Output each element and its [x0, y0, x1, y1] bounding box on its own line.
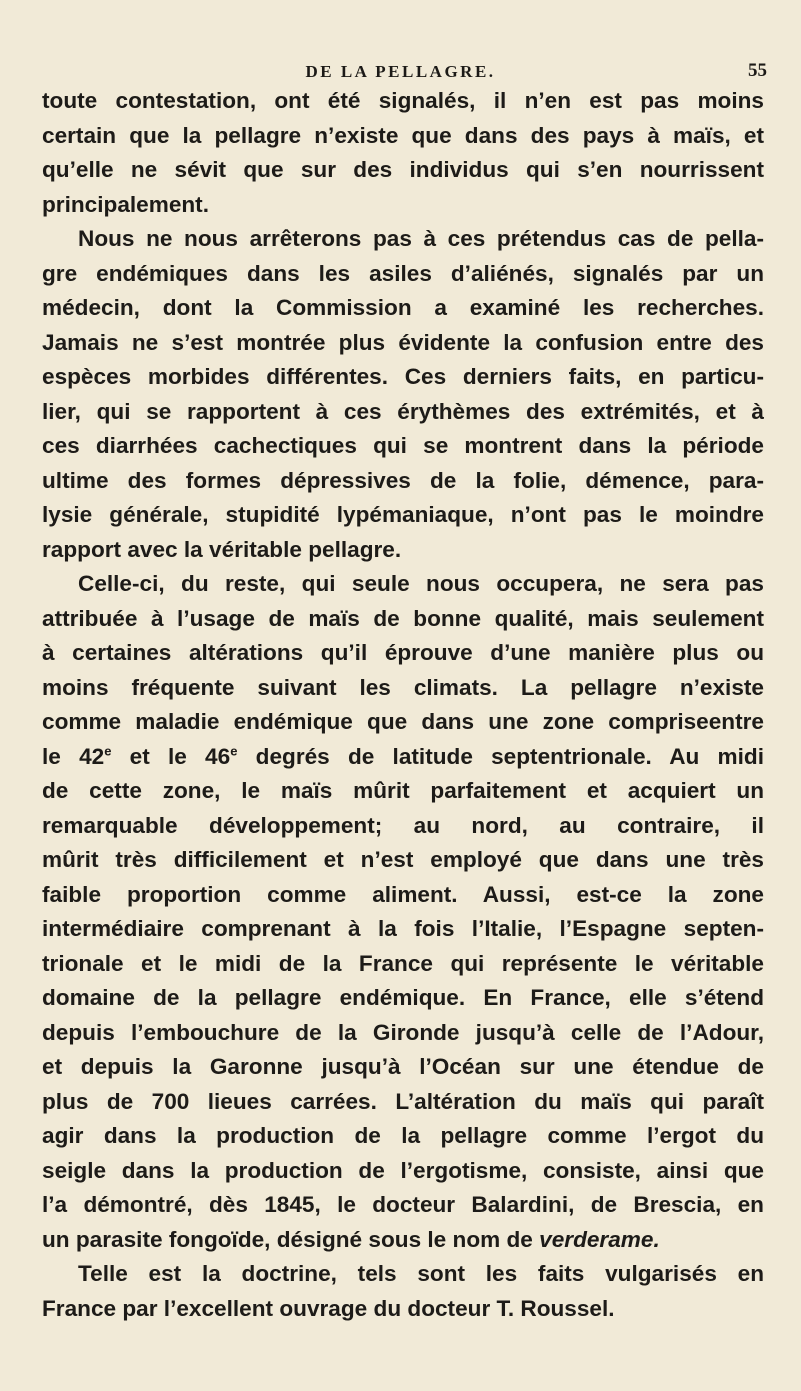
text-line: toute contestation, ont été signalés, il n’en est pas moins	[42, 88, 764, 113]
text-line: Celle-ci, du reste, qui seule nous occupera, ne sera pas	[78, 571, 764, 596]
text-line: Telle est la doctrine, tels sont les faits vulgarisés en	[78, 1261, 764, 1286]
line-part: et le 46	[111, 743, 231, 769]
running-title: DE LA PELLAGRE.	[305, 62, 496, 81]
text-line: trionale et le midi de la France qui représente le véritable	[42, 950, 764, 976]
page-number: 55	[748, 60, 767, 81]
running-head	[0, 60, 801, 84]
text-line	[42, 1223, 764, 1258]
text-line: agir dans la production de la pellagre comme l’ergot du	[42, 1123, 764, 1148]
text-line: à certaines altérations qu’il éprouve d’une manière plus ou	[42, 640, 764, 665]
ordinal-suffix: e	[104, 742, 112, 758]
line-part: le 42	[42, 743, 105, 769]
text-line: domaine de la pellagre endémique. En France, elle s’étend	[42, 985, 764, 1010]
text-line: ces diarrhées cachectiques qui se montrent dans la période	[42, 433, 764, 458]
text-line: et depuis la Garonne jusqu’à l’Océan sur une étendue de	[42, 1054, 764, 1079]
text-line: intermédiaire comprenant à la fois l’Italie, l’Espagne septen-	[42, 916, 764, 941]
text-line: Jamais ne s’est montrée plus évidente la confusion entre des	[42, 329, 764, 355]
text-line: moins fréquente suivant les climats. La pellagre n’existe	[42, 674, 764, 700]
text-line: l’a démontré, dès 1845, le docteur Balardini, de Brescia, en	[42, 1192, 764, 1217]
ordinal-suffix: e	[230, 742, 238, 758]
italic-term: verderame.	[539, 1226, 660, 1252]
text-line: Nous ne nous arrêterons pas à ces prétendus cas de pella-	[78, 226, 764, 251]
text-line: attribuée à l’usage de maïs de bonne qualité, mais seulement	[42, 605, 764, 631]
text-line: comme maladie endémique que dans une zone compriseentre	[42, 709, 764, 734]
line-part: degrés de latitude septentrionale. Au midi	[237, 743, 764, 769]
text-line: mûrit très difficilement et n’est employé que dans une très	[42, 847, 764, 872]
text-line: remarquable développement; au nord, au contraire, il	[42, 812, 764, 838]
body-text	[42, 84, 764, 1326]
text-line: gre endémiques dans les asiles d’aliénés, signalés par un	[42, 260, 764, 286]
line-part: un parasite fongoïde, désigné sous le nom de	[42, 1226, 540, 1252]
text-line: ultime des formes dépressives de la folie, démence, para-	[42, 467, 764, 493]
text-line: plus de 700 lieues carrées. L’altération du maïs qui paraît	[42, 1088, 764, 1114]
text-line: de cette zone, le maïs mûrit parfaitement et acquiert un	[42, 778, 764, 803]
text-line: France par l’excellent ouvrage du docteur T. Roussel.	[42, 1295, 615, 1321]
text-line	[42, 740, 764, 775]
text-line: depuis l’embouchure de la Gironde jusqu’à celle de l’Adour,	[42, 1019, 764, 1045]
text-line: principalement.	[42, 191, 209, 217]
text-line: seigle dans la production de l’ergotisme, consiste, ainsi que	[42, 1157, 764, 1183]
text-line: certain que la pellagre n’existe que dans des pays à maïs, et	[42, 122, 764, 148]
text-line: espèces morbides différentes. Ces derniers faits, en particu-	[42, 364, 764, 389]
text-line: faible proportion comme aliment. Aussi, est-ce la zone	[42, 881, 764, 907]
text-line: lysie générale, stupidité lypémaniaque, n’ont pas le moindre	[42, 502, 764, 527]
text-line: rapport avec la véritable pellagre.	[42, 536, 402, 562]
text-line: médecin, dont la Commission a examiné les recherches.	[42, 295, 764, 320]
text-line: lier, qui se rapportent à ces érythèmes des extrémités, et à	[42, 398, 764, 424]
text-line: qu’elle ne sévit que sur des individus qui s’en nourrissent	[42, 157, 764, 182]
